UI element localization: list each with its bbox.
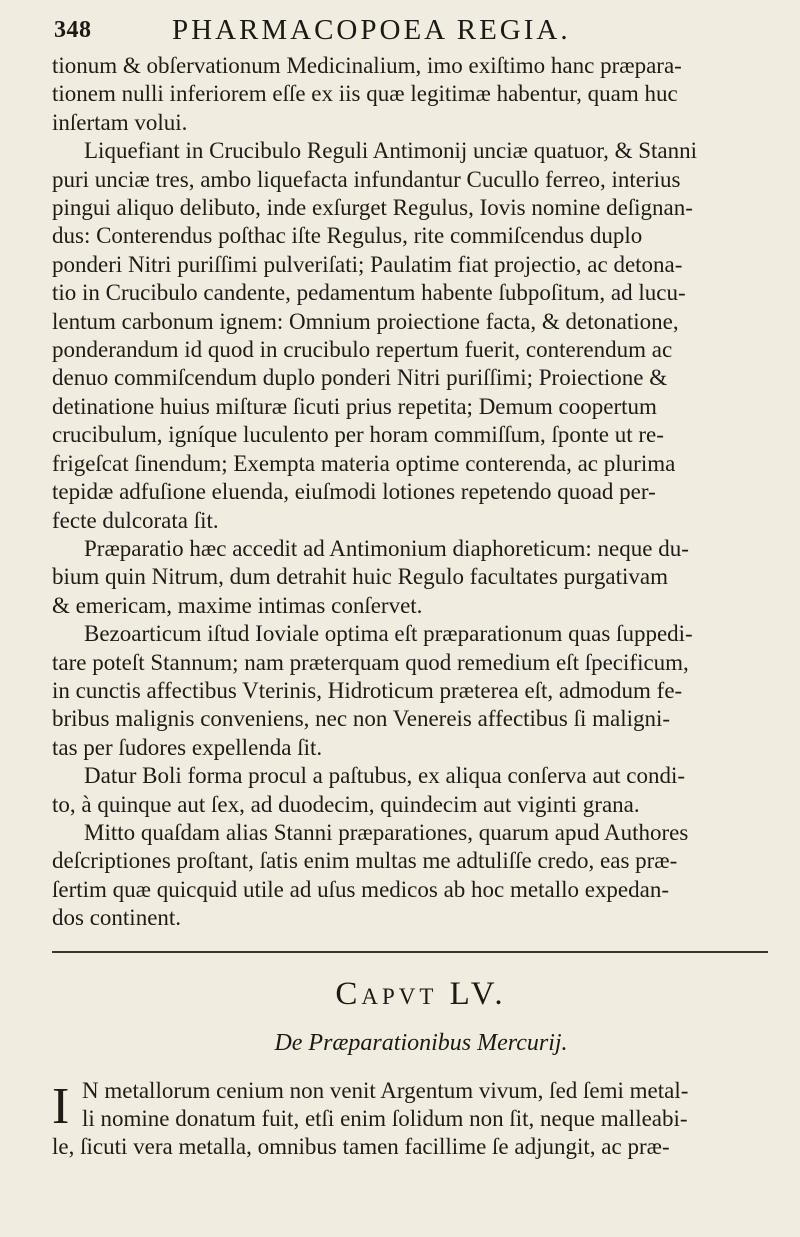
text-line: tio in Crucibulo candente, pedamentum habente ſubpoſitum, ad lucu-: [52, 280, 686, 306]
text-line: dos continent.: [52, 905, 182, 931]
text-line: puri unciæ tres, ambo liquefacta infundantur Cucullo ferreo, interius: [52, 166, 681, 192]
paragraph-start-line: Datur Boli forma procul a paſtubus, ex aliqua conſerva aut condi-: [84, 763, 685, 789]
paragraph-start-line: Liquefiant in Crucibulo Reguli Antimonij unciæ quatuor, & Stanni: [84, 138, 697, 164]
text-line: lentum carbonum ignem: Omnium proiectione facta, & detonatione,: [52, 308, 679, 334]
text-line: dus: Conterendus poſthac iſte Regulus, rite commiſcendus duplo: [52, 223, 643, 249]
text-line: & emericam, maxime intimas conſervet.: [52, 592, 423, 618]
text-line: crucibulum, igníque luculento per horam commiſſum, ſponte ut re-: [52, 422, 664, 448]
chapter-title: Capvt LV.: [335, 975, 507, 1012]
text-line: le, ſicuti vera metalla, omnibus tamen facillime ſe adjungit, ac præ-: [52, 1134, 670, 1160]
running-title: PHARMACOPOEA REGIA.: [172, 14, 571, 46]
section-divider: [52, 951, 768, 955]
paragraph-start-line: Bezoarticum iſtud Ioviale optima eſt præparationum quas ſuppedi-: [84, 621, 693, 647]
chapter-opening-lines: [82, 1077, 790, 1134]
text-line: inſertam volui.: [52, 109, 188, 135]
text-line: tas per ſudores expellenda ſit.: [52, 734, 323, 760]
text-line: tionem nulli inferiorem eſſe ex iis quæ legitimæ habentur, quam huc: [52, 81, 678, 107]
text-line: tepidæ adfuſione eluenda, eiuſmodi lotiones repetendo quoad per-: [52, 479, 656, 505]
text-line: ponderi Nitri puriſſimi pulveriſati; Paulatim fiat projectio, ac detona-: [52, 251, 683, 277]
text-line: to, à quinque aut ſex, ad duodecim, quindecim aut viginti grana.: [52, 791, 640, 817]
text-line: tare poteſt Stannum; nam præterquam quod remedium eſt ſpecificum,: [52, 649, 689, 675]
text-line: ſertim quæ quicquid utile ad uſus medicos ab hoc metallo expedan-: [52, 876, 670, 902]
text-line: deſcriptiones proſtant, ſatis enim multas me adtuliſſe credo, eas præ-: [52, 848, 678, 874]
text-line: fecte dulcorata ſit.: [52, 507, 219, 533]
text-line: bribus malignis conveniens, nec non Venereis affectibus ſi maligni-: [52, 706, 671, 732]
chapter-body: [52, 1077, 790, 1162]
text-line: bium quin Nitrum, dum detrahit huic Regulo facultates purgativam: [52, 564, 668, 590]
document-page: [52, 14, 790, 1224]
chapter-subtitle: De Præparationibus Mercurij.: [274, 1029, 568, 1056]
page-number: 348: [54, 17, 92, 43]
text-line: denuo commiſcendum duplo ponderi Nitri puriſſimi; Proiectione &: [52, 365, 668, 391]
paragraph-start-line: Mitto quaſdam alias Stanni præparationes, quarum apud Authores: [84, 819, 689, 845]
text-line: pingui aliquo delibuto, inde exſurget Regulus, Iovis nomine deſignan-: [52, 195, 693, 221]
body-text: [52, 52, 790, 933]
page-header: [52, 14, 790, 52]
text-line: detinatione huius miſturæ ſicuti prius repetita; Demum coopertum: [52, 393, 657, 419]
text-line: ponderandum id quod in crucibulo repertum fuerit, conterendum ac: [52, 337, 673, 363]
text-line: in cunctis affectibus Vterinis, Hidroticum præterea eſt, admodum fe-: [52, 677, 683, 703]
chapter-opening: [52, 1077, 790, 1134]
text-line: tionum & obſervationum Medicinalium, imo exiſtimo hanc præpara-: [52, 53, 682, 78]
text-line: li nomine donatum fuit, etſi enim ſolidum non ſit, neque malleabi-: [82, 1106, 688, 1131]
text-line: frigeſcat ſinendum; Exempta materia optime conterenda, ac plurima: [52, 450, 676, 476]
drop-cap: I: [52, 1077, 70, 1135]
paragraph-start-line: Præparatio hæc accedit ad Antimonium diaphoreticum: neque du-: [84, 535, 689, 561]
text-line: N metallorum cenium non venit Argentum vivum, ſed ſemi metal-: [82, 1077, 689, 1103]
